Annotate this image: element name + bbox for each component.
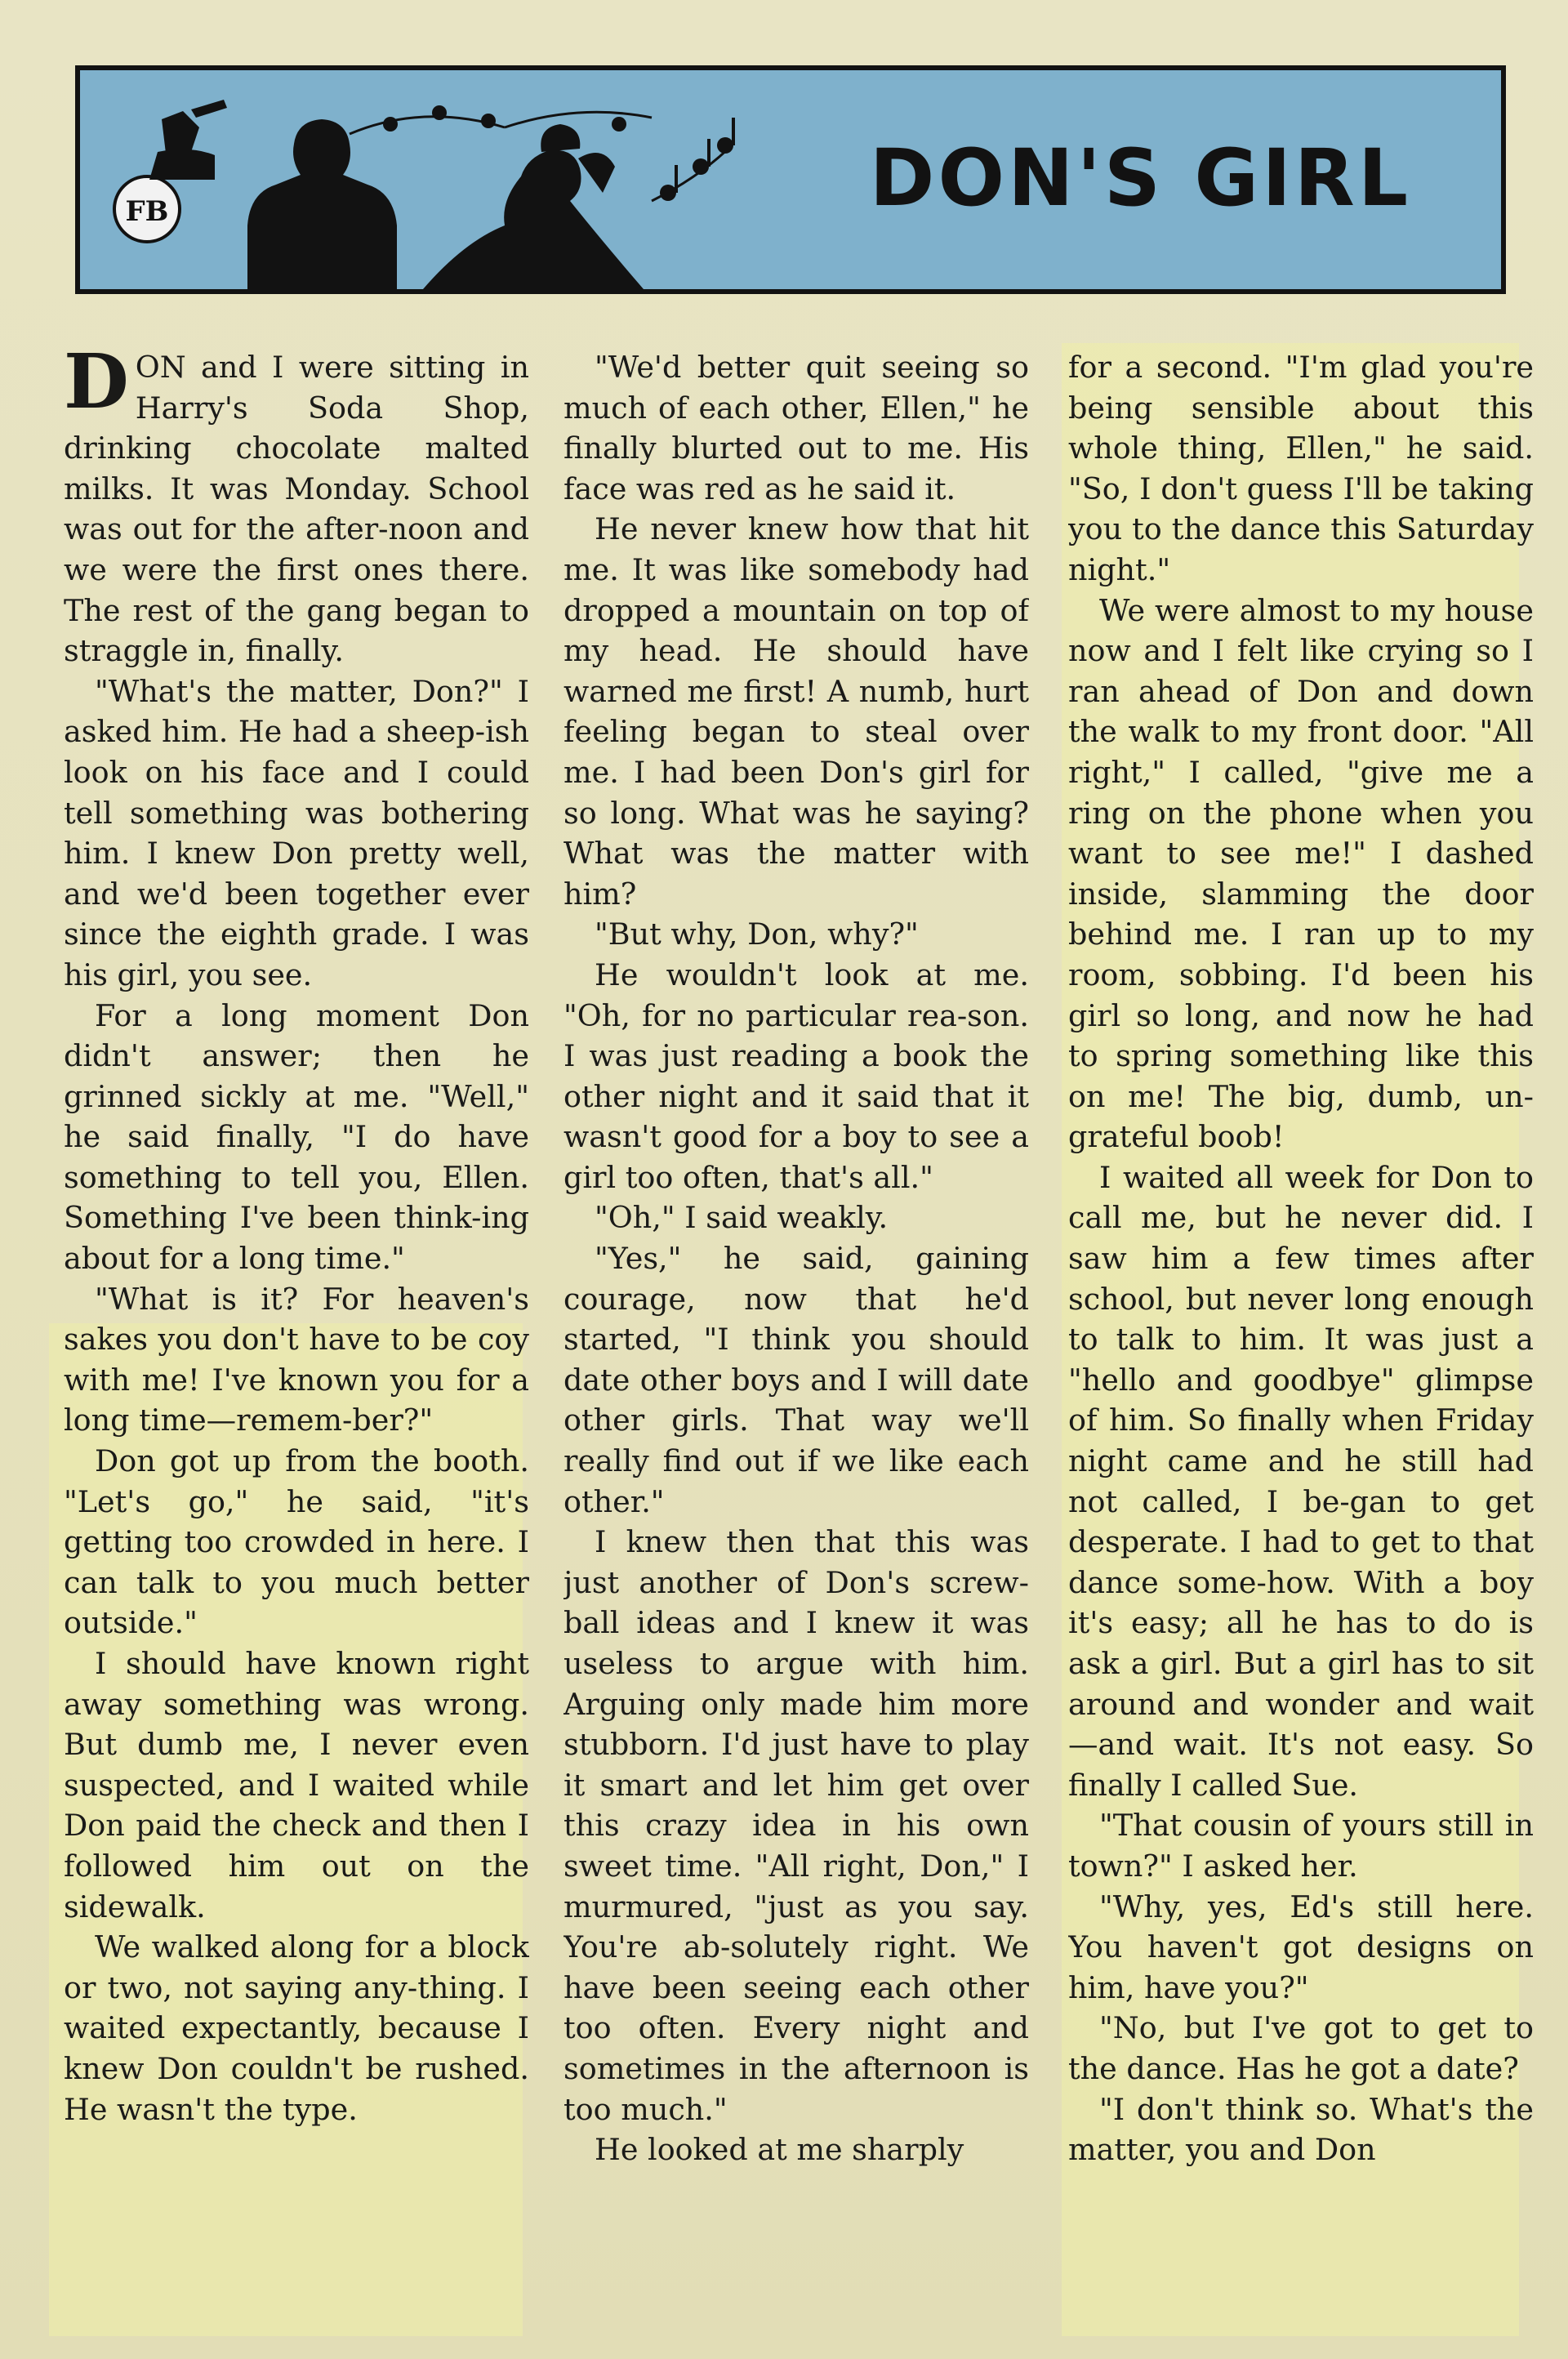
paragraph: For a long moment Don didn't answer; then he grinned sickly at me. "Well," he said finally, "I do have something to tell you, Ellen. Something I've been think-ing about for a long time." xyxy=(64,997,529,1277)
title-banner xyxy=(75,65,1506,294)
paragraph: He never knew how that hit me. It was like somebody had dropped a mountain on top of my head. He should have warned me first! A numb, hurt feeling began to steal over me. I had been Don's girl for so long. What was he saying? What was the matter with him? xyxy=(564,511,1029,912)
story-title: DON'S GIRL xyxy=(869,132,1411,224)
man-silhouette xyxy=(247,119,397,289)
paragraph: "But why, Don, why?" xyxy=(595,916,919,952)
text-column-2 xyxy=(564,347,1029,2324)
paragraph: "Yes," he said, gaining courage, now that he'd started, "I think you should date other boys and I will date other girls. That way we'll really find out if we like each other." xyxy=(564,1241,1029,1519)
paragraph: "What's the matter, Don?" I asked him. He had a sheep-ish look on his face and I could tell something was bothering him. I knew Don pretty well, and we'd been together ever since the eighth grade. I was his girl, you see. xyxy=(64,673,529,992)
paragraph: Don got up from the booth. "Let's go," he said, "it's getting too crowded in here. I can talk to you much better outside." xyxy=(64,1443,529,1641)
artist-initials: FB xyxy=(125,195,169,228)
paragraph: "Oh," I said weakly. xyxy=(595,1200,889,1236)
paragraph: We were almost to my house now and I felt like crying so I ran ahead of Don and down the walk to my front door. "All right," I called, "give me a ring on the phone when you want to see me!" I dashed inside, slamming the door behind me. I ran up to my room, sobbing. I'd been his girl so long, and now he had to spring something like this on me! The big, dumb, un-grateful boob! xyxy=(1068,592,1534,1155)
paragraph: DON and I were sitting in Harry's Soda Shop, drinking chocolate malted milks. It was Monday. School was out for the after-noon and we were the first ones there. The rest of the gang began to straggle in, finally. xyxy=(64,347,529,669)
drop-cap: D xyxy=(64,347,129,426)
music-note xyxy=(383,117,398,132)
paragraph: "Why, yes, Ed's still here. You haven't got designs on him, have you?" xyxy=(1068,1889,1534,2005)
paragraph: "I don't think so. What's the matter, you and Don xyxy=(1068,2091,1534,2168)
paragraph: He looked at me sharply xyxy=(595,2132,964,2168)
paragraph: "We'd better quit seeing so much of each other, Ellen," he finally blurted out to me. His face was red as he said it. xyxy=(564,350,1029,506)
paragraph: I should have known right away something was wrong. But dumb me, I never even suspected, and I waited while Don paid the check and then I followed him out on the sidewalk. xyxy=(64,1646,529,1924)
paragraph: for a second. "I'm glad you're being sensible about this whole thing, Ellen," he said. "So, I don't guess I'll be taking you to the dance this Saturday night." xyxy=(1068,350,1534,587)
paragraph: I waited all week for Don to call me, but he never did. I saw him a few times after school, but never long enough to talk to him. It was just a "hello and goodbye" glimpse of him. So finally when Friday night came and he still had not called, I be-gan to get desperate. I had to get to that dance some-how. With a boy it's easy; all he has to do is ask a girl. But a girl has to sit around and wonder and wait—and wait. It's not easy. So finally I called Sue. xyxy=(1068,1159,1534,1803)
paragraph: "What is it? For heaven's sakes you don't have to be coy with me! I've known you for a long time—remem-ber?" xyxy=(64,1281,529,1438)
text-column-3 xyxy=(1068,347,1534,2324)
paragraph: "No, but I've got to get to the dance. Has he got a date? xyxy=(1068,2010,1534,2086)
paragraph: "That cousin of yours still in town?" I asked her. xyxy=(1068,1808,1534,1884)
paragraph: I knew then that this was just another of Don's screw-ball ideas and I knew it was useless to argue with him. Arguing only made him more stubborn. I'd just have to play it smart and let him get over this crazy idea in his own sweet time. "All right, Don," I murmured, "just as you say. You're ab-solutely right. We have been seeing each other too often. Every night and sometimes in the afternoon is too much." xyxy=(564,1524,1029,2127)
paragraph: He wouldn't look at me. "Oh, for no particular rea-son. I was just reading a book the other night and it said that it wasn't good for a boy to see a girl too often, that's all." xyxy=(564,957,1029,1195)
text-column-1 xyxy=(64,347,529,2324)
paragraph: We walked along for a block or two, not saying any-thing. I waited expectantly, because I knew Don couldn't be rushed. He wasn't the type. xyxy=(64,1929,529,2127)
